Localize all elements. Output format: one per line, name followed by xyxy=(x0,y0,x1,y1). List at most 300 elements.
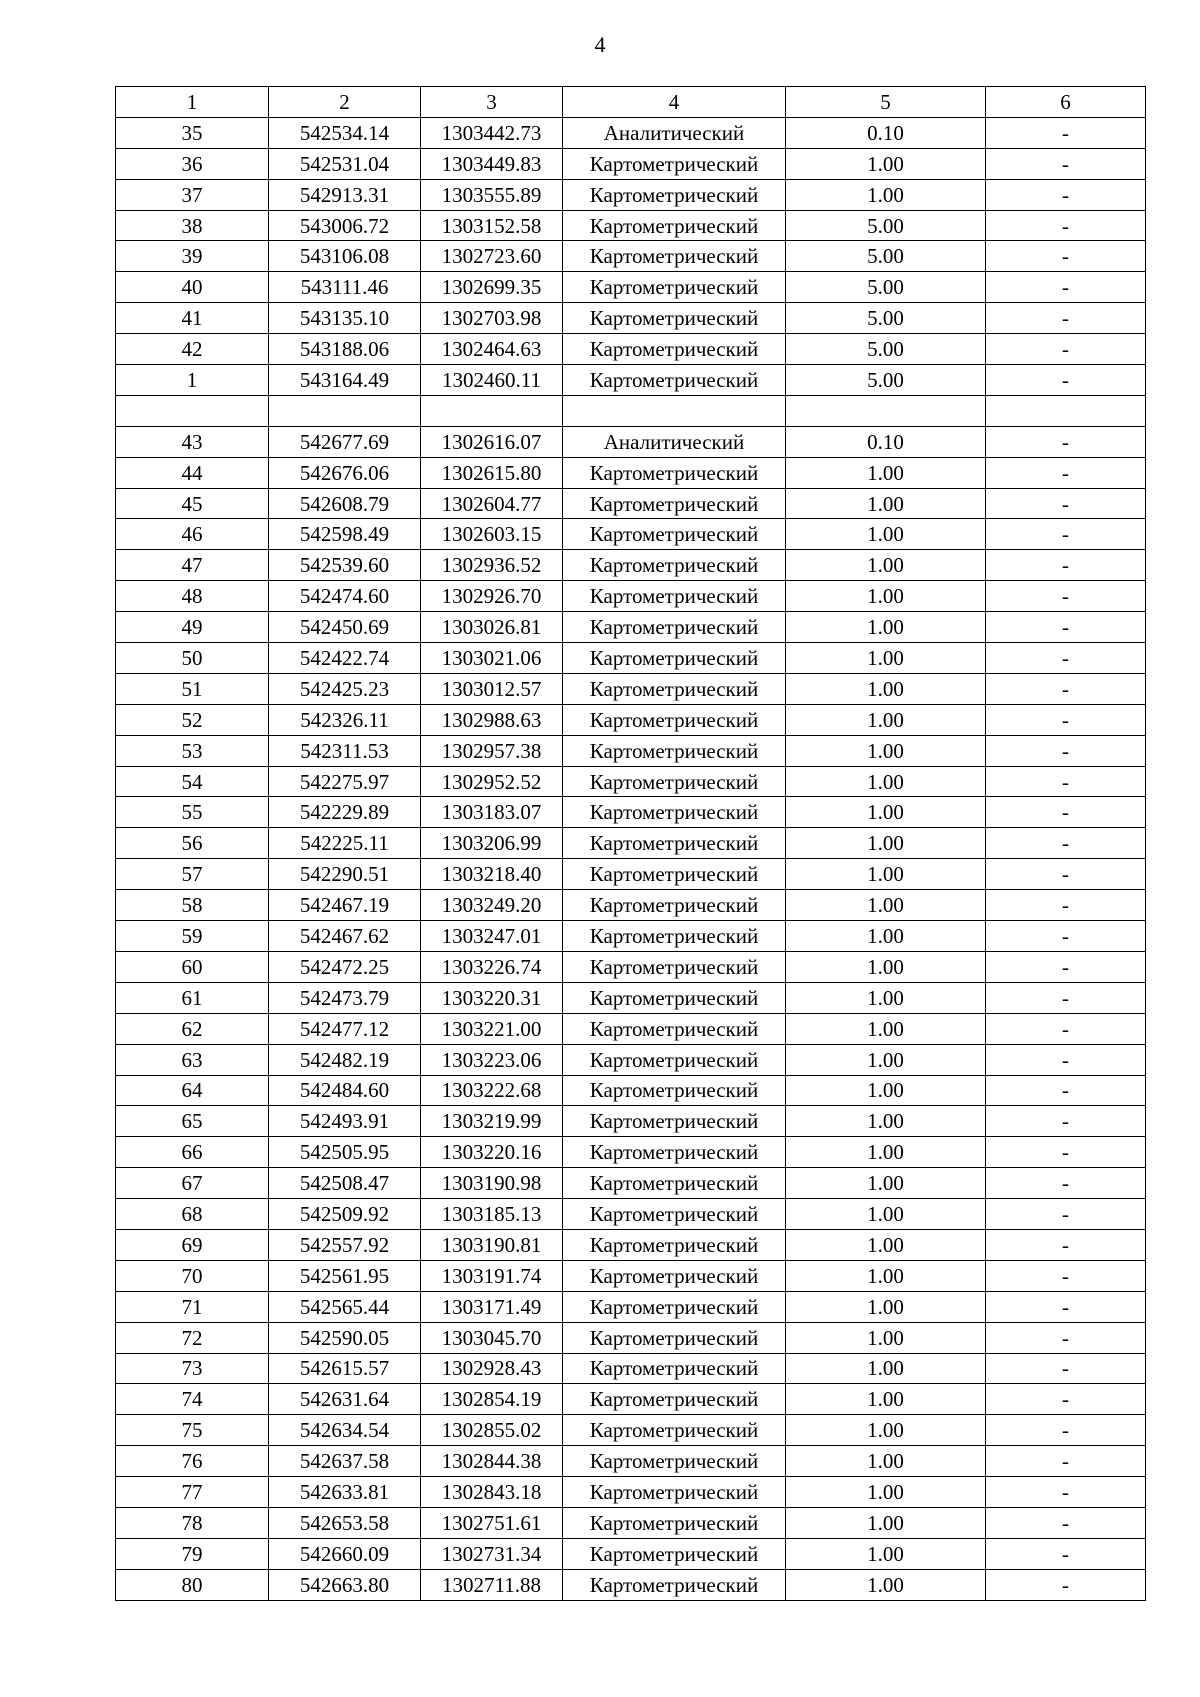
table-row xyxy=(116,179,1146,210)
x-coordinate-cell: 542225.11 xyxy=(269,828,421,859)
method-cell: Картометрический xyxy=(563,1477,786,1508)
y-coordinate-cell: 1302616.07 xyxy=(421,426,563,457)
method-cell: Картометрический xyxy=(563,303,786,334)
accuracy-cell: 1.00 xyxy=(786,890,986,921)
table-row xyxy=(116,673,1146,704)
x-coordinate-cell: 542450.69 xyxy=(269,612,421,643)
y-coordinate-cell: 1303206.99 xyxy=(421,828,563,859)
y-coordinate-cell: 1303555.89 xyxy=(421,179,563,210)
note-cell: - xyxy=(986,1477,1146,1508)
note-cell: - xyxy=(986,1106,1146,1137)
note-cell: - xyxy=(986,241,1146,272)
accuracy-cell: 1.00 xyxy=(786,859,986,890)
table-row xyxy=(116,519,1146,550)
header-cell: 1 xyxy=(116,87,269,118)
accuracy-cell: 5.00 xyxy=(786,210,986,241)
accuracy-cell: 1.00 xyxy=(786,1075,986,1106)
x-coordinate-cell: 542534.14 xyxy=(269,117,421,148)
accuracy-cell: 1.00 xyxy=(786,1322,986,1353)
x-coordinate-cell: 542539.60 xyxy=(269,550,421,581)
accuracy-cell: 5.00 xyxy=(786,241,986,272)
table-row xyxy=(116,488,1146,519)
method-cell: Картометрический xyxy=(563,982,786,1013)
table-row xyxy=(116,951,1146,982)
y-coordinate-cell: 1302854.19 xyxy=(421,1384,563,1415)
table-row xyxy=(116,148,1146,179)
point-number-cell: 37 xyxy=(116,179,269,210)
point-number-cell: 66 xyxy=(116,1137,269,1168)
y-coordinate-cell: 1303185.13 xyxy=(421,1199,563,1230)
x-coordinate-cell: 542473.79 xyxy=(269,982,421,1013)
table-row xyxy=(116,1168,1146,1199)
note-cell: - xyxy=(986,612,1146,643)
coordinates-table-body xyxy=(116,87,1146,1601)
point-number-cell: 72 xyxy=(116,1322,269,1353)
x-coordinate-cell: 542653.58 xyxy=(269,1507,421,1538)
point-number-cell: 65 xyxy=(116,1106,269,1137)
note-cell: - xyxy=(986,179,1146,210)
table-row xyxy=(116,766,1146,797)
table-row xyxy=(116,1538,1146,1569)
accuracy-cell: 1.00 xyxy=(786,828,986,859)
point-number-cell: 42 xyxy=(116,334,269,365)
table-row xyxy=(116,272,1146,303)
accuracy-cell: 5.00 xyxy=(786,334,986,365)
note-cell: - xyxy=(986,1291,1146,1322)
point-number-cell: 53 xyxy=(116,735,269,766)
point-number-cell: 40 xyxy=(116,272,269,303)
point-number-cell: 43 xyxy=(116,426,269,457)
x-coordinate-cell: 542598.49 xyxy=(269,519,421,550)
accuracy-cell: 1.00 xyxy=(786,1477,986,1508)
point-number-cell: 44 xyxy=(116,457,269,488)
accuracy-cell: 1.00 xyxy=(786,550,986,581)
y-coordinate-cell: 1303442.73 xyxy=(421,117,563,148)
point-number-cell: 46 xyxy=(116,519,269,550)
accuracy-cell: 1.00 xyxy=(786,581,986,612)
note-cell: - xyxy=(986,365,1146,396)
point-number-cell: 54 xyxy=(116,766,269,797)
method-cell: Аналитический xyxy=(563,426,786,457)
method-cell: Картометрический xyxy=(563,334,786,365)
y-coordinate-cell: 1303171.49 xyxy=(421,1291,563,1322)
accuracy-cell: 5.00 xyxy=(786,365,986,396)
table-row xyxy=(116,395,1146,426)
note-cell: - xyxy=(986,1322,1146,1353)
method-cell: Картометрический xyxy=(563,1538,786,1569)
table-row xyxy=(116,117,1146,148)
method-cell: Картометрический xyxy=(563,643,786,674)
y-coordinate-cell: 1303222.68 xyxy=(421,1075,563,1106)
note-cell: - xyxy=(986,148,1146,179)
x-coordinate-cell: 542467.62 xyxy=(269,921,421,952)
x-coordinate-cell: 542590.05 xyxy=(269,1322,421,1353)
note-cell: - xyxy=(986,1168,1146,1199)
y-coordinate-cell: 1302615.80 xyxy=(421,457,563,488)
y-coordinate-cell: 1302926.70 xyxy=(421,581,563,612)
note-cell: - xyxy=(986,828,1146,859)
x-coordinate-cell: 543106.08 xyxy=(269,241,421,272)
y-coordinate-cell: 1303045.70 xyxy=(421,1322,563,1353)
accuracy-cell: 1.00 xyxy=(786,643,986,674)
header-cell: 3 xyxy=(421,87,563,118)
point-number-cell xyxy=(116,395,269,426)
table-row xyxy=(116,1384,1146,1415)
method-cell: Картометрический xyxy=(563,1260,786,1291)
x-coordinate-cell: 542663.80 xyxy=(269,1569,421,1600)
header-cell: 5 xyxy=(786,87,986,118)
table-row xyxy=(116,1446,1146,1477)
point-number-cell: 70 xyxy=(116,1260,269,1291)
x-coordinate-cell: 542467.19 xyxy=(269,890,421,921)
table-row xyxy=(116,210,1146,241)
method-cell: Картометрический xyxy=(563,859,786,890)
accuracy-cell: 1.00 xyxy=(786,612,986,643)
table-row xyxy=(116,334,1146,365)
method-cell: Картометрический xyxy=(563,704,786,735)
point-number-cell: 55 xyxy=(116,797,269,828)
accuracy-cell: 0.10 xyxy=(786,117,986,148)
note-cell: - xyxy=(986,1260,1146,1291)
point-number-cell: 67 xyxy=(116,1168,269,1199)
method-cell: Картометрический xyxy=(563,550,786,581)
table-row xyxy=(116,704,1146,735)
coordinates-table-container xyxy=(115,86,1145,1601)
note-cell: - xyxy=(986,797,1146,828)
table-row xyxy=(116,982,1146,1013)
method-cell: Картометрический xyxy=(563,272,786,303)
point-number-cell: 45 xyxy=(116,488,269,519)
method-cell: Картометрический xyxy=(563,1075,786,1106)
accuracy-cell: 1.00 xyxy=(786,797,986,828)
accuracy-cell: 1.00 xyxy=(786,1415,986,1446)
accuracy-cell: 1.00 xyxy=(786,921,986,952)
note-cell: - xyxy=(986,457,1146,488)
table-row xyxy=(116,1477,1146,1508)
accuracy-cell: 1.00 xyxy=(786,1538,986,1569)
x-coordinate-cell: 542557.92 xyxy=(269,1229,421,1260)
method-cell: Картометрический xyxy=(563,1229,786,1260)
accuracy-cell: 1.00 xyxy=(786,1137,986,1168)
y-coordinate-cell: 1302703.98 xyxy=(421,303,563,334)
table-row xyxy=(116,550,1146,581)
coordinates-table xyxy=(115,86,1146,1601)
table-row xyxy=(116,241,1146,272)
y-coordinate-cell: 1302844.38 xyxy=(421,1446,563,1477)
accuracy-cell: 1.00 xyxy=(786,673,986,704)
point-number-cell: 60 xyxy=(116,951,269,982)
y-coordinate-cell: 1303191.74 xyxy=(421,1260,563,1291)
y-coordinate-cell: 1302936.52 xyxy=(421,550,563,581)
point-number-cell: 56 xyxy=(116,828,269,859)
x-coordinate-cell: 542608.79 xyxy=(269,488,421,519)
y-coordinate-cell: 1303226.74 xyxy=(421,951,563,982)
table-row xyxy=(116,1013,1146,1044)
note-cell: - xyxy=(986,1137,1146,1168)
x-coordinate-cell: 542474.60 xyxy=(269,581,421,612)
accuracy-cell: 1.00 xyxy=(786,1106,986,1137)
point-number-cell: 68 xyxy=(116,1199,269,1230)
note-cell: - xyxy=(986,859,1146,890)
note-cell: - xyxy=(986,334,1146,365)
method-cell: Картометрический xyxy=(563,766,786,797)
point-number-cell: 51 xyxy=(116,673,269,704)
table-row xyxy=(116,1353,1146,1384)
x-coordinate-cell: 543164.49 xyxy=(269,365,421,396)
x-coordinate-cell: 542425.23 xyxy=(269,673,421,704)
y-coordinate-cell: 1302855.02 xyxy=(421,1415,563,1446)
method-cell: Картометрический xyxy=(563,581,786,612)
method-cell: Картометрический xyxy=(563,519,786,550)
table-row xyxy=(116,890,1146,921)
accuracy-cell: 1.00 xyxy=(786,1291,986,1322)
point-number-cell: 63 xyxy=(116,1044,269,1075)
note-cell: - xyxy=(986,735,1146,766)
y-coordinate-cell: 1302731.34 xyxy=(421,1538,563,1569)
accuracy-cell: 1.00 xyxy=(786,1013,986,1044)
y-coordinate-cell: 1303021.06 xyxy=(421,643,563,674)
note-cell: - xyxy=(986,1569,1146,1600)
x-coordinate-cell: 542561.95 xyxy=(269,1260,421,1291)
x-coordinate-cell: 542631.64 xyxy=(269,1384,421,1415)
y-coordinate-cell: 1302928.43 xyxy=(421,1353,563,1384)
note-cell: - xyxy=(986,766,1146,797)
point-number-cell: 75 xyxy=(116,1415,269,1446)
accuracy-cell: 0.10 xyxy=(786,426,986,457)
method-cell: Картометрический xyxy=(563,457,786,488)
accuracy-cell: 1.00 xyxy=(786,735,986,766)
method-cell: Картометрический xyxy=(563,921,786,952)
x-coordinate-cell: 542565.44 xyxy=(269,1291,421,1322)
x-coordinate-cell: 542615.57 xyxy=(269,1353,421,1384)
point-number-cell: 36 xyxy=(116,148,269,179)
note-cell: - xyxy=(986,1229,1146,1260)
point-number-cell: 77 xyxy=(116,1477,269,1508)
point-number-cell: 59 xyxy=(116,921,269,952)
x-coordinate-cell xyxy=(269,395,421,426)
method-cell: Картометрический xyxy=(563,1199,786,1230)
method-cell: Аналитический xyxy=(563,117,786,148)
table-row xyxy=(116,457,1146,488)
table-row xyxy=(116,365,1146,396)
table-row xyxy=(116,643,1146,674)
method-cell: Картометрический xyxy=(563,1415,786,1446)
y-coordinate-cell: 1302711.88 xyxy=(421,1569,563,1600)
method-cell xyxy=(563,395,786,426)
point-number-cell: 61 xyxy=(116,982,269,1013)
y-coordinate-cell: 1303190.98 xyxy=(421,1168,563,1199)
point-number-cell: 49 xyxy=(116,612,269,643)
method-cell: Картометрический xyxy=(563,797,786,828)
x-coordinate-cell: 542531.04 xyxy=(269,148,421,179)
x-coordinate-cell: 542311.53 xyxy=(269,735,421,766)
accuracy-cell xyxy=(786,395,986,426)
method-cell: Картометрический xyxy=(563,148,786,179)
table-row xyxy=(116,859,1146,890)
point-number-cell: 79 xyxy=(116,1538,269,1569)
point-number-cell: 76 xyxy=(116,1446,269,1477)
method-cell: Картометрический xyxy=(563,210,786,241)
point-number-cell: 69 xyxy=(116,1229,269,1260)
y-coordinate-cell: 1303220.16 xyxy=(421,1137,563,1168)
table-row xyxy=(116,1322,1146,1353)
x-coordinate-cell: 542634.54 xyxy=(269,1415,421,1446)
header-cell: 2 xyxy=(269,87,421,118)
point-number-cell: 38 xyxy=(116,210,269,241)
method-cell: Картометрический xyxy=(563,1446,786,1477)
accuracy-cell: 1.00 xyxy=(786,1384,986,1415)
point-number-cell: 41 xyxy=(116,303,269,334)
table-row xyxy=(116,735,1146,766)
accuracy-cell: 1.00 xyxy=(786,1168,986,1199)
accuracy-cell: 1.00 xyxy=(786,1229,986,1260)
method-cell: Картометрический xyxy=(563,179,786,210)
note-cell: - xyxy=(986,1353,1146,1384)
point-number-cell: 64 xyxy=(116,1075,269,1106)
x-coordinate-cell: 543111.46 xyxy=(269,272,421,303)
y-coordinate-cell: 1303247.01 xyxy=(421,921,563,952)
table-row xyxy=(116,303,1146,334)
accuracy-cell: 1.00 xyxy=(786,1569,986,1600)
table-row xyxy=(116,1075,1146,1106)
accuracy-cell: 1.00 xyxy=(786,179,986,210)
point-number-cell: 57 xyxy=(116,859,269,890)
accuracy-cell: 5.00 xyxy=(786,303,986,334)
method-cell: Картометрический xyxy=(563,365,786,396)
note-cell xyxy=(986,395,1146,426)
note-cell: - xyxy=(986,1044,1146,1075)
x-coordinate-cell: 542633.81 xyxy=(269,1477,421,1508)
note-cell: - xyxy=(986,303,1146,334)
table-row xyxy=(116,1199,1146,1230)
note-cell: - xyxy=(986,1199,1146,1230)
x-coordinate-cell: 542472.25 xyxy=(269,951,421,982)
y-coordinate-cell: 1303221.00 xyxy=(421,1013,563,1044)
y-coordinate-cell: 1302699.35 xyxy=(421,272,563,303)
accuracy-cell: 1.00 xyxy=(786,1199,986,1230)
page-number: 4 xyxy=(594,32,606,57)
accuracy-cell: 1.00 xyxy=(786,1044,986,1075)
method-cell: Картометрический xyxy=(563,1168,786,1199)
y-coordinate-cell: 1302843.18 xyxy=(421,1477,563,1508)
x-coordinate-cell: 542677.69 xyxy=(269,426,421,457)
x-coordinate-cell: 543188.06 xyxy=(269,334,421,365)
point-number-cell: 74 xyxy=(116,1384,269,1415)
accuracy-cell: 1.00 xyxy=(786,704,986,735)
method-cell: Картометрический xyxy=(563,1106,786,1137)
note-cell: - xyxy=(986,550,1146,581)
point-number-cell: 48 xyxy=(116,581,269,612)
y-coordinate-cell: 1302604.77 xyxy=(421,488,563,519)
method-cell: Картометрический xyxy=(563,1137,786,1168)
method-cell: Картометрический xyxy=(563,1044,786,1075)
table-row xyxy=(116,581,1146,612)
point-number-cell: 1 xyxy=(116,365,269,396)
x-coordinate-cell: 542508.47 xyxy=(269,1168,421,1199)
point-number-cell: 58 xyxy=(116,890,269,921)
note-cell: - xyxy=(986,488,1146,519)
table-row xyxy=(116,426,1146,457)
table-row xyxy=(116,1229,1146,1260)
table-row xyxy=(116,797,1146,828)
note-cell: - xyxy=(986,1013,1146,1044)
note-cell: - xyxy=(986,210,1146,241)
y-coordinate-cell: 1303219.99 xyxy=(421,1106,563,1137)
method-cell: Картометрический xyxy=(563,1013,786,1044)
x-coordinate-cell: 542660.09 xyxy=(269,1538,421,1569)
method-cell: Картометрический xyxy=(563,1569,786,1600)
accuracy-cell: 1.00 xyxy=(786,148,986,179)
method-cell: Картометрический xyxy=(563,1507,786,1538)
header-cell: 6 xyxy=(986,87,1146,118)
accuracy-cell: 1.00 xyxy=(786,951,986,982)
method-cell: Картометрический xyxy=(563,951,786,982)
note-cell: - xyxy=(986,1507,1146,1538)
table-row xyxy=(116,1569,1146,1600)
note-cell: - xyxy=(986,1075,1146,1106)
note-cell: - xyxy=(986,890,1146,921)
method-cell: Картометрический xyxy=(563,1322,786,1353)
method-cell: Картометрический xyxy=(563,241,786,272)
table-row xyxy=(116,921,1146,952)
y-coordinate-cell: 1303190.81 xyxy=(421,1229,563,1260)
x-coordinate-cell: 542637.58 xyxy=(269,1446,421,1477)
method-cell: Картометрический xyxy=(563,1384,786,1415)
accuracy-cell: 1.00 xyxy=(786,488,986,519)
y-coordinate-cell: 1302751.61 xyxy=(421,1507,563,1538)
note-cell: - xyxy=(986,1384,1146,1415)
x-coordinate-cell: 542422.74 xyxy=(269,643,421,674)
x-coordinate-cell: 542229.89 xyxy=(269,797,421,828)
note-cell: - xyxy=(986,117,1146,148)
x-coordinate-cell: 543006.72 xyxy=(269,210,421,241)
y-coordinate-cell: 1303152.58 xyxy=(421,210,563,241)
note-cell: - xyxy=(986,426,1146,457)
note-cell: - xyxy=(986,1446,1146,1477)
point-number-cell: 71 xyxy=(116,1291,269,1322)
note-cell: - xyxy=(986,1415,1146,1446)
note-cell: - xyxy=(986,673,1146,704)
x-coordinate-cell: 542505.95 xyxy=(269,1137,421,1168)
note-cell: - xyxy=(986,704,1146,735)
point-number-cell: 73 xyxy=(116,1353,269,1384)
point-number-cell: 47 xyxy=(116,550,269,581)
note-cell: - xyxy=(986,272,1146,303)
x-coordinate-cell: 542493.91 xyxy=(269,1106,421,1137)
header-cell: 4 xyxy=(563,87,786,118)
x-coordinate-cell: 542275.97 xyxy=(269,766,421,797)
point-number-cell: 62 xyxy=(116,1013,269,1044)
x-coordinate-cell: 542676.06 xyxy=(269,457,421,488)
x-coordinate-cell: 542482.19 xyxy=(269,1044,421,1075)
method-cell: Картометрический xyxy=(563,612,786,643)
y-coordinate-cell: 1303026.81 xyxy=(421,612,563,643)
y-coordinate-cell: 1303218.40 xyxy=(421,859,563,890)
y-coordinate-cell: 1302988.63 xyxy=(421,704,563,735)
x-coordinate-cell: 542326.11 xyxy=(269,704,421,735)
method-cell: Картометрический xyxy=(563,828,786,859)
y-coordinate-cell: 1302723.60 xyxy=(421,241,563,272)
point-number-cell: 39 xyxy=(116,241,269,272)
accuracy-cell: 1.00 xyxy=(786,766,986,797)
method-cell: Картометрический xyxy=(563,890,786,921)
y-coordinate-cell: 1303183.07 xyxy=(421,797,563,828)
table-row xyxy=(116,1044,1146,1075)
x-coordinate-cell: 543135.10 xyxy=(269,303,421,334)
accuracy-cell: 1.00 xyxy=(786,1507,986,1538)
accuracy-cell: 1.00 xyxy=(786,457,986,488)
table-row xyxy=(116,1507,1146,1538)
